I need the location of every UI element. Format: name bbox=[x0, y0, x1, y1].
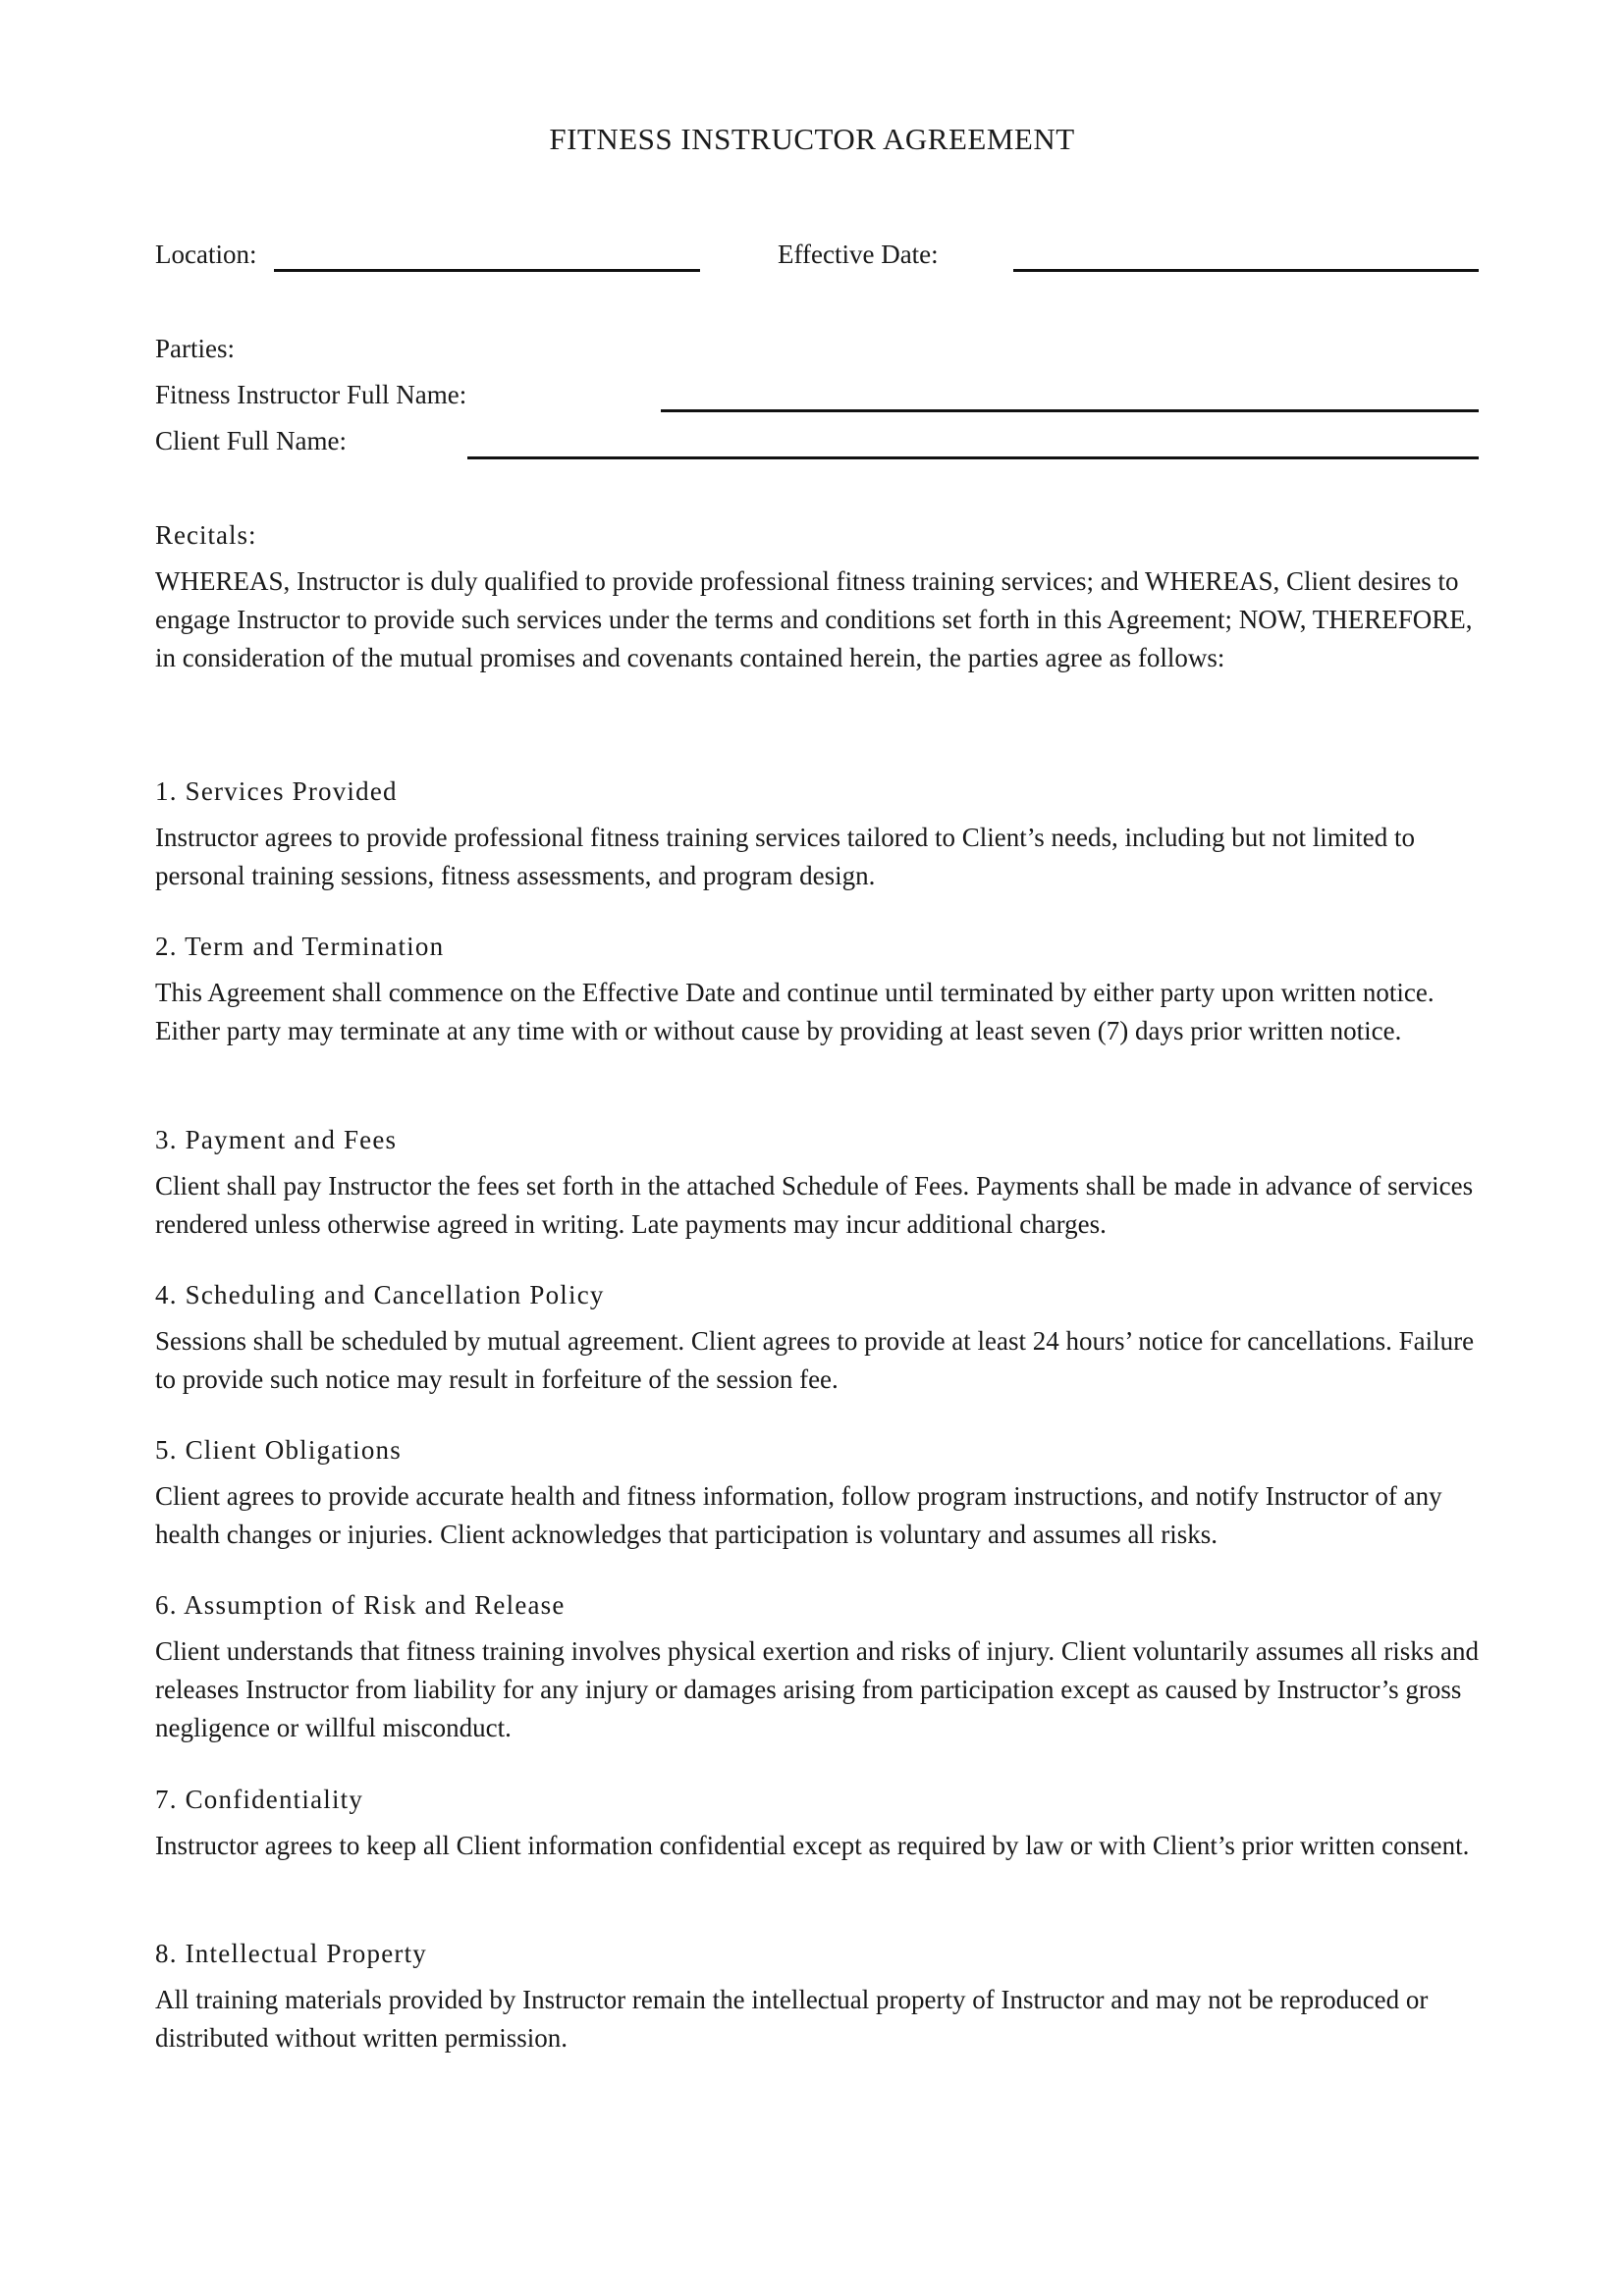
parties-label: Parties: bbox=[155, 334, 235, 363]
effective-date-field-line[interactable] bbox=[1013, 269, 1479, 272]
recitals-text: WHEREAS, Instructor is duly qualified to provide professional fitness training services; and WHEREAS, Client desires to engage Instructor to provide such services under the terms and conditions set forth in this Agreement; NOW, THEREFORE, in consideration of the mutual promises and covenants contained herein, the parties agree as follows: bbox=[155, 566, 1473, 672]
section-heading: 8. Intellectual Property bbox=[155, 1939, 427, 1968]
section-heading: 1. Services Provided bbox=[155, 776, 398, 806]
document-title: FITNESS INSTRUCTOR AGREEMENT bbox=[549, 122, 1075, 156]
section-heading: 7. Confidentiality bbox=[155, 1785, 364, 1814]
section-heading: 4. Scheduling and Cancellation Policy bbox=[155, 1280, 605, 1309]
client-name-field-line[interactable] bbox=[467, 456, 1479, 459]
section-heading: 6. Assumption of Risk and Release bbox=[155, 1590, 566, 1620]
section-text: This Agreement shall commence on the Effective Date and continue until terminated by either party upon written notice. Either party may terminate at any time with or without cause by providing at least seven (7) days prior written notice. bbox=[155, 978, 1435, 1045]
section-text: All training materials provided by Instructor remain the intellectual property of Instructor and may not be reproduced or distributed without written permission. bbox=[155, 1985, 1429, 2053]
effective-date-label: Effective Date: bbox=[778, 240, 939, 269]
location-field-line[interactable] bbox=[274, 269, 700, 272]
client-name-label: Client Full Name: bbox=[155, 426, 347, 455]
section-heading: 5. Client Obligations bbox=[155, 1435, 402, 1465]
section-text: Client agrees to provide accurate health and fitness information, follow program instructions, and notify Instructor of any health changes or injuries. Client acknowledges that participation is voluntary and assumes all risks. bbox=[155, 1481, 1442, 1549]
section-heading: 3. Payment and Fees bbox=[155, 1125, 398, 1154]
section-text: Instructor agrees to keep all Client information confidential except as required by law or with Client’s prior written consent. bbox=[155, 1831, 1470, 1860]
section-heading: 2. Term and Termination bbox=[155, 932, 445, 961]
location-label: Location: bbox=[155, 240, 257, 269]
instructor-name-label: Fitness Instructor Full Name: bbox=[155, 380, 467, 409]
section-text: Sessions shall be scheduled by mutual agreement. Client agrees to provide at least 24 hours’ notice for cancellations. Failure to provide such notice may result in forfeiture of the session fee. bbox=[155, 1326, 1475, 1394]
recitals-label: Recitals: bbox=[155, 520, 257, 550]
section-text: Instructor agrees to provide professional fitness training services tailored to Client’s needs, including but not limited to personal training sessions, fitness assessments, and program design. bbox=[155, 823, 1415, 890]
section-text: Client understands that fitness training involves physical exertion and risks of injury. Client voluntarily assumes all risks and releases Instructor from liability for any injury or damages arising from participation except as caused by Instructor’s gross negligence or willful misconduct. bbox=[155, 1636, 1480, 1742]
instructor-name-field-line[interactable] bbox=[661, 409, 1479, 412]
section-text: Client shall pay Instructor the fees set forth in the attached Schedule of Fees. Payments shall be made in advance of services rendered unless otherwise agreed in writing. Late payments may incur additional charges. bbox=[155, 1171, 1474, 1239]
